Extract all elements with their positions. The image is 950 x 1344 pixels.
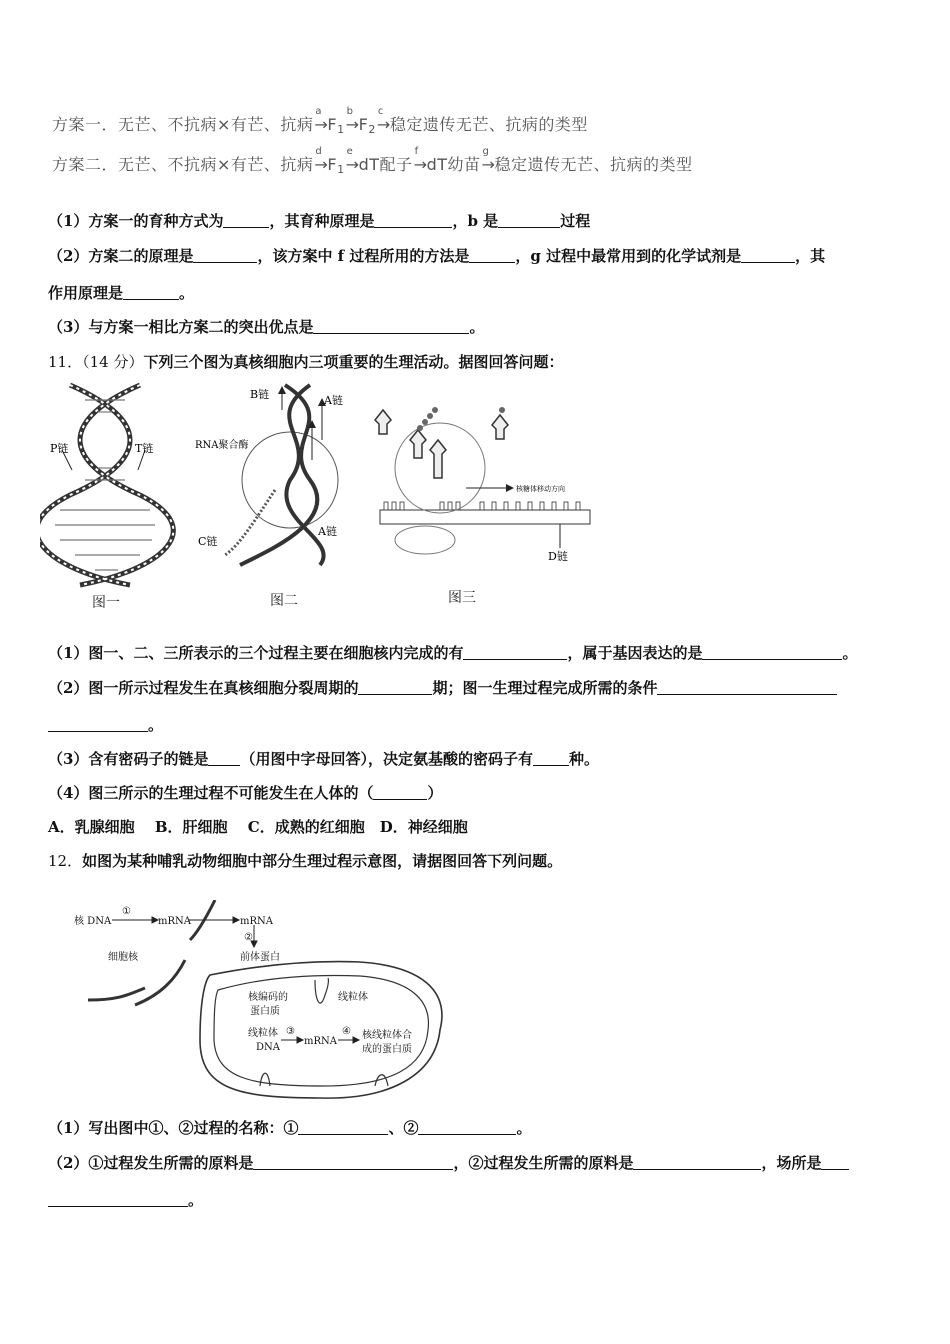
- answer-blank[interactable]: [741, 248, 795, 263]
- arrow-icon: → f: [413, 146, 428, 174]
- t-chain-label: T链: [135, 442, 154, 455]
- answer-blank[interactable]: [193, 248, 257, 263]
- fig2-caption: 图二: [270, 593, 298, 609]
- step3-label: ③: [286, 1026, 295, 1037]
- mrna-label: mRNA: [304, 1036, 337, 1047]
- c-chain-label: C链: [198, 535, 218, 548]
- text: （1）图一、二、三所表示的三个过程主要在细胞核内完成的有: [48, 644, 464, 662]
- arrow-icon: → b: [345, 106, 360, 134]
- text: （2）图一所示过程发生在真核细胞分裂周期的: [48, 679, 359, 697]
- text: ，g 过程中最常用到的化学试剂是: [515, 247, 742, 265]
- nuclear-protein-label: 蛋白质: [250, 1006, 280, 1017]
- mrna-label: mRNA: [240, 916, 273, 927]
- answer-blank[interactable]: [702, 645, 842, 660]
- text: （1）写出图中①、②过程的名称：①: [48, 1119, 299, 1137]
- q11-heading: [48, 352, 563, 372]
- answer-blank[interactable]: [253, 1155, 453, 1170]
- question-text: 如图为某种哺乳动物细胞中部分生理过程示意图，请据图回答下列问题。: [82, 852, 563, 870]
- text: ，该方案中 f 过程所用的方法是: [257, 247, 470, 265]
- answer-blank[interactable]: [418, 1120, 516, 1135]
- q11-part2-cont: [48, 715, 163, 735]
- answer-blank[interactable]: [298, 1120, 388, 1135]
- ribosome-direction-label: 核糖体移动方向: [516, 485, 565, 493]
- text: 过程: [560, 212, 591, 230]
- text: 、②: [388, 1119, 419, 1137]
- q11-figures: [40, 380, 600, 610]
- arrow-icon: → e: [345, 146, 360, 174]
- dt-gamete: dT配子: [358, 155, 413, 174]
- q12-diagram: [60, 900, 460, 1110]
- text: 。: [148, 716, 164, 734]
- fig1-caption: 图一: [92, 595, 120, 611]
- text: ，②过程发生所需的原料是: [453, 1154, 634, 1172]
- question-number: 12．: [48, 852, 83, 870]
- text: （2）方案二的原理是: [48, 247, 194, 265]
- fig3-caption: 图三: [448, 590, 476, 606]
- text: ，其育种原理是: [269, 212, 375, 230]
- p-chain-label: P链: [50, 442, 69, 455]
- question-text: 下列三个图为真核细胞内三项重要的生理活动。据图回答问题：: [143, 353, 564, 371]
- f1-label: F: [327, 155, 338, 174]
- answer-blank[interactable]: [821, 1155, 849, 1170]
- answer-blank[interactable]: [223, 213, 269, 228]
- f1-sub: 1: [337, 123, 345, 136]
- text: 。: [469, 318, 485, 336]
- answer-blank[interactable]: [657, 680, 837, 695]
- mrna-label: mRNA: [158, 916, 191, 927]
- scheme-one: [52, 106, 588, 136]
- step2-label: ②: [244, 932, 253, 943]
- b-chain-label: B链: [250, 388, 270, 401]
- fig3-translation: [375, 407, 590, 563]
- q11-part3: [48, 749, 599, 769]
- rna-polymerase-label: RNA聚合酶: [195, 440, 249, 451]
- answer-blank[interactable]: [123, 285, 179, 300]
- answer-blank[interactable]: [469, 248, 515, 263]
- dt-seedling: dT幼苗: [426, 155, 481, 174]
- q11-part4: [48, 783, 442, 803]
- arrow-icon: → c: [376, 106, 391, 134]
- scheme-two-tail: 稳定遗传无芒、抗病的类型: [494, 155, 693, 174]
- answer-blank[interactable]: [498, 213, 560, 228]
- precursor-protein-label: 前体蛋白: [240, 952, 280, 963]
- mitochondrion-label: 线粒体: [338, 992, 368, 1003]
- text: 。: [516, 1119, 532, 1137]
- nuclear-protein-label: 核编码的: [248, 992, 288, 1003]
- text: ，场所是: [761, 1154, 822, 1172]
- arrow-icon: → d: [314, 146, 329, 174]
- answer-blank[interactable]: [313, 319, 469, 334]
- text: ，属于基因表达的是: [567, 644, 703, 662]
- q11-part1: [48, 643, 857, 663]
- text: （3）与方案一相比方案二的突出优点是: [48, 318, 314, 336]
- answer-blank[interactable]: [373, 785, 427, 800]
- answer-blank[interactable]: [48, 1192, 188, 1207]
- a-chain-top-label: A链: [324, 394, 343, 407]
- text: 。: [842, 644, 858, 662]
- q12-heading: [48, 851, 562, 871]
- scheme-two-label: 方案二．无芒、不抗病×有芒、抗病: [52, 155, 314, 174]
- answer-blank[interactable]: [633, 1155, 761, 1170]
- text: 种。: [568, 750, 599, 768]
- answer-blank[interactable]: [208, 751, 240, 766]
- f1-label: F: [327, 115, 338, 134]
- step4-label: ④: [342, 1026, 351, 1037]
- f2-label: F: [358, 115, 369, 134]
- q12-part2-cont: [48, 1190, 203, 1210]
- a-chain-bottom-label: A链: [318, 525, 337, 538]
- f2-sub: 2: [368, 123, 376, 136]
- scheme-one-label: 方案一．无芒、不抗病×有芒、抗病: [52, 115, 314, 134]
- q12-part2: [48, 1153, 849, 1173]
- d-chain-label: D链: [548, 550, 568, 563]
- mito-dna-label: DNA: [256, 1042, 280, 1053]
- scheme-two: [52, 146, 693, 176]
- text: 期；图一生理过程完成所需的条件: [432, 679, 658, 697]
- nuclear-dna-label: 核 DNA: [74, 916, 112, 927]
- text: （2）①过程发生所需的原料是: [48, 1154, 254, 1172]
- q10-part2: [48, 246, 825, 266]
- text: （1）方案一的育种方式为: [48, 212, 224, 230]
- text: （4）图三所示的生理过程不可能发生在人体的（: [48, 784, 374, 802]
- arrow-icon: → a: [314, 106, 329, 134]
- text: ，其: [795, 247, 826, 265]
- q10-part2-cont: [48, 283, 194, 303]
- q11-options: A．乳腺细胞 B．肝细胞 C．成熟的红细胞 D．神经细胞: [48, 818, 468, 836]
- q10-part3: [48, 317, 484, 337]
- combined-protein-label: 核线粒体合: [362, 1030, 412, 1041]
- combined-protein-label: 成的蛋白质: [362, 1044, 412, 1055]
- answer-blank[interactable]: [463, 645, 567, 660]
- answer-blank[interactable]: [533, 751, 569, 766]
- fig2-transcription: [195, 385, 343, 565]
- text: 作用原理是: [48, 284, 124, 302]
- fig1-dna-helix: [40, 385, 173, 585]
- text: （用图中字母回答），决定氨基酸的密码子有: [240, 750, 533, 768]
- step1-label: ①: [122, 906, 131, 917]
- arrow-icon: → g: [481, 146, 496, 174]
- q10-part1: [48, 211, 590, 231]
- q12-part1: [48, 1118, 531, 1138]
- text: 。: [179, 284, 195, 302]
- answer-blank[interactable]: [358, 680, 432, 695]
- text: （3）含有密码子的链是: [48, 750, 209, 768]
- scheme-one-tail: 稳定遗传无芒、抗病的类型: [389, 115, 588, 134]
- q11-part2: [48, 678, 837, 698]
- nucleus-label: 细胞核: [108, 952, 138, 963]
- answer-blank[interactable]: [374, 213, 452, 228]
- text: ，b 是: [452, 212, 499, 230]
- text: 。: [188, 1191, 204, 1209]
- f1-sub: 1: [337, 163, 345, 176]
- text: ）: [427, 784, 443, 802]
- mito-dna-label: 线粒体: [248, 1028, 278, 1039]
- question-number: 11．（14 分）: [48, 353, 144, 371]
- answer-blank[interactable]: [48, 717, 148, 732]
